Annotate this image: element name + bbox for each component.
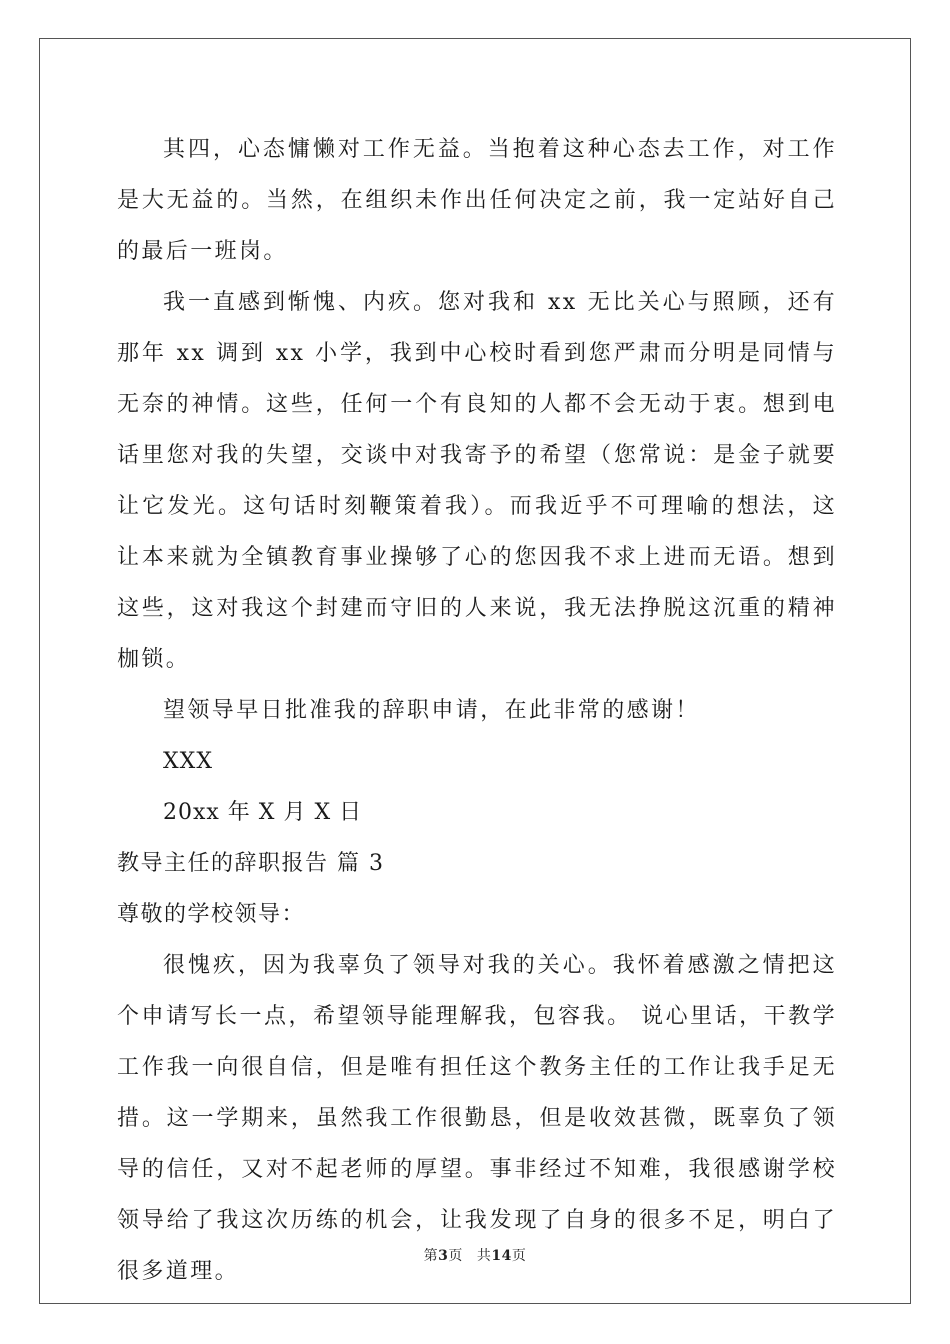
current-page-number: 3: [438, 1248, 449, 1264]
footer-total-unit: 页: [511, 1248, 527, 1264]
salutation: 尊敬的学校领导：: [117, 902, 306, 927]
paragraph-section-body: 很愧疚，因为我辜负了领导对我的关心。我怀着感激之情把这个申请写长一点，希望领导能理解我，包容我。 说心里话，干教学工作我一向很自信，但是唯有担任这个教务主任的工作让我手足无措。这一学期来，虽然我工作很勤恳，但是收效甚微，既辜负了领导的信任，又对不起老师的厚望。事非经过不知难，我很感谢学校领导给了我这次历练的机会，让我发现了自身的很多不足，明白了很多道理。: [117, 953, 837, 1284]
page-footer: [0, 1245, 950, 1265]
document-body: [117, 124, 837, 1297]
signature-name: XXX: [163, 749, 213, 774]
paragraph-attitude: 其四，心态慵懒对工作无益。当抱着这种心态去工作，对工作是大无益的。当然，在组织未作出任何决定之前，我一定站好自己的最后一班岗。: [117, 137, 837, 264]
paragraph-guilt: 我一直感到惭愧、内疚。您对我和 xx 无比关心与照顾，还有那年 xx 调到 xx 小学，我到中心校时看到您严肃而分明是同情与无奈的神情。这些，任何一个有良知的人都不会无动于衷。想到电话里您对我的失望，交谈中对我寄予的希望（您常说：是金子就要让它发光。这句话时刻鞭策着我）。而我近乎不可理喻的想法，这让本来就为全镇教育事业操够了心的您因我不求上进而无语。想到这些，这对我这个封建而守旧的人来说，我无法挣脱这沉重的精神枷锁。: [117, 290, 837, 672]
footer-page-unit: 页: [448, 1248, 463, 1264]
footer-prefix: 第: [423, 1248, 439, 1264]
signature-date: 20xx 年 X 月 X 日: [163, 800, 363, 825]
section-title: 教导主任的辞职报告 篇 3: [117, 851, 385, 876]
paragraph-request: 望领导早日批准我的辞职申请，在此非常的感谢！: [163, 698, 700, 723]
total-pages-number: 14: [491, 1248, 512, 1264]
footer-total-prefix: 共: [476, 1248, 492, 1264]
